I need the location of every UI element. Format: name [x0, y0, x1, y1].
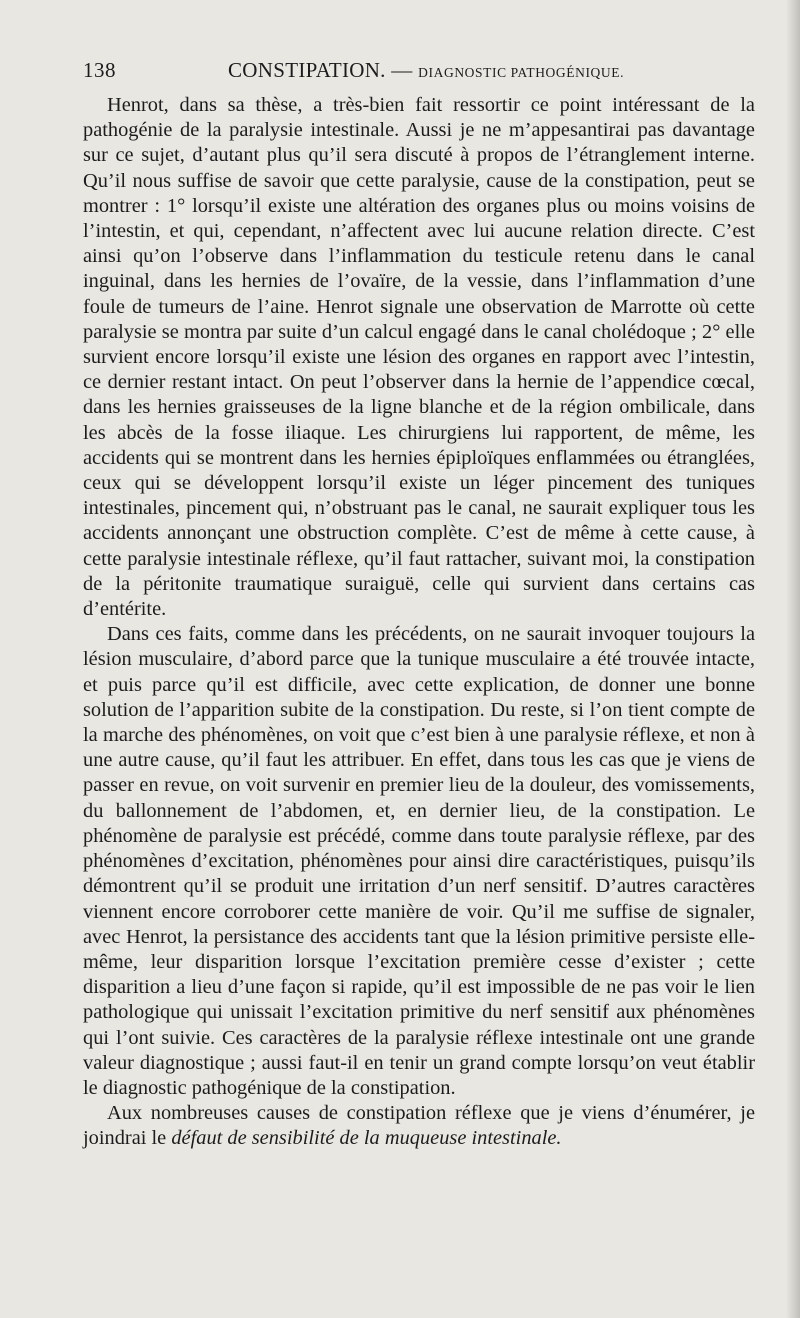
- running-title: [228, 58, 624, 83]
- running-header: [83, 58, 755, 88]
- header-dash: —: [391, 58, 413, 82]
- chapter-title: CONSTIPATION.: [228, 58, 386, 82]
- paragraph-3-italic: défaut de sensibilité de la muqueuse intestinale.: [171, 1127, 562, 1150]
- page-edge-shadow: [786, 0, 800, 1318]
- section-subtitle: DIAGNOSTIC PATHOGÉNIQUE.: [418, 65, 625, 80]
- paragraph-3: [83, 1101, 755, 1151]
- paragraph-3-text: Aux nombreuses causes de constipation réflexe que je viens d’énumérer, je joindrai le: [83, 1102, 755, 1150]
- paragraph-2: Dans ces faits, comme dans les précédents, on ne saurait invoquer toujours la lésion musculaire, d’abord parce que la tunique musculaire a été trouvée intacte, et puis parce qu’il est difficile, avec cette explication, de donner une bonne solution de l’apparition subite de la constipation. Du reste, si l’on tient compte de la marche des phénomènes, on voit que c’est bien à une paralysie réflexe, et non à une autre cause, qu’il faut les attribuer. En effet, dans tous les cas que je viens de passer en revue, on voit survenir en premier lieu de la douleur, des vomissements, du ballonnement de l’abdomen, et, en dernier lieu, de la constipation. Le phénomène de paralysie est précédé, comme dans toute paralysie réflexe, par des phénomènes d’excitation, phénomènes pour ainsi dire caractéristiques, puisqu’ils démontrent qu’il se produit une irritation d’un nerf sensitif. D’autres caractères viennent encore corroborer cette manière de voir. Qu’il me suffise de signaler, avec Henrot, la persistance des accidents tant que la lésion primitive persiste elle-même, leur disparition lorsque l’excitation première cesse d’exister ; cette disparition a lieu d’une façon si rapide, qu’il est impossible de ne pas voir le lien pathologique qui unissait l’excitation primitive du nerf sensitif aux phénomènes qui l’ont suivie. Ces caractères de la paralysie réflexe intestinale ont une grande valeur diagnostique ; aussi faut-il en tenir un grand compte lorsqu’on veut établir le diagnostic pathogénique de la constipation.: [83, 623, 755, 1099]
- body-text: [83, 93, 755, 1152]
- paragraph-1: Henrot, dans sa thèse, a très-bien fait ressortir ce point intéressant de la pathogénie de la paralysie intestinale. Aussi je ne m’appesantirai pas davantage sur ce sujet, d’autant plus qu’il sera discuté à propos de l’étranglement interne. Qu’il nous suffise de savoir que cette paralysie, cause de la constipation, peut se montrer : 1° lorsqu’il existe une altération des organes plus ou moins voisins de l’intestin, et qui, cependant, n’affectent avec lui aucune relation directe. C’est ainsi qu’on l’observe dans l’inflammation du testicule retenu dans le canal inguinal, dans les hernies de l’ovaïre, de la vessie, dans l’inflammation d’une foule de tumeurs de l’aine. Henrot signale une observation de Marrotte où cette paralysie se montra par suite d’un calcul engagé dans le canal cholédoque ; 2° elle survient encore lorsqu’il existe une lésion des organes en rapport avec l’intestin, ce dernier restant intact. On peut l’observer dans la hernie de l’appendice cœcal, dans les hernies graisseuses de la ligne blanche et de la région ombilicale, dans les abcès de la fosse iliaque. Les chirurgiens lui rapportent, de même, les accidents qui se montrent dans les hernies épiploïques enflammées ou étranglées, ceux qui se développent lorsqu’il existe un léger pincement des tuniques intestinales, pincement qui, n’obstruant pas le canal, ne saurait expliquer tous les accidents annonçant une obstruction complète. C’est de même à cette cause, à cette paralysie intestinale réflexe, qu’il faut rattacher, suivant moi, la constipation de la péritonite traumatique suraiguë, celle qui survient dans certains cas d’entérite.: [83, 94, 755, 621]
- page-number: 138: [83, 58, 116, 82]
